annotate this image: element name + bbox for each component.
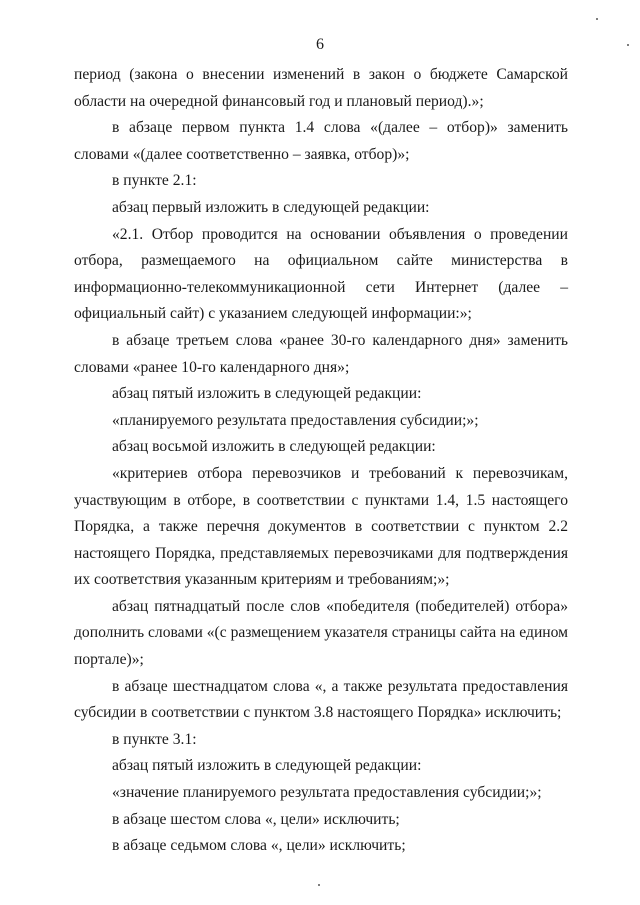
scan-speck: [318, 884, 320, 886]
paragraph: в пункте 3.1:: [112, 730, 197, 748]
paragraph: в абзаце седьмом слова «, цели» исключить;: [112, 837, 406, 855]
paragraph-continuation: период (закона о внесении изменений в закон о бюджете Самарской области на очередной финансовый год и плановый период).»;: [74, 66, 568, 110]
paragraph: абзац пятый изложить в следующей редакции:: [112, 385, 422, 403]
paragraph: абзац первый изложить в следующей редакции:: [112, 198, 430, 216]
scan-speck: [627, 44, 629, 46]
paragraph: в пункте 2.1:: [112, 172, 197, 190]
paragraph: в абзаце шестом слова «, цели» исключить;: [112, 810, 400, 828]
paragraph: «планируемого результата предоставления субсидии;»;: [112, 411, 479, 429]
paragraph: абзац пятый изложить в следующей редакции:: [112, 757, 422, 775]
scan-speck: [596, 18, 598, 20]
paragraph: «значение планируемого результата предоставления субсидии;»;: [112, 784, 542, 802]
paragraph: в абзаце первом пункта 1.4 слова «(далее – отбор)» заменить словами «(далее соответственно – заявка, отбор)»;: [74, 119, 568, 163]
paragraph: абзац восьмой изложить в следующей редакции:: [112, 438, 436, 456]
document-body: [74, 62, 568, 860]
paragraph: абзац пятнадцатый после слов «победителя (победителей) отбора» дополнить словами «(с размещением указателя страницы сайта на едином портале)»;: [74, 597, 568, 669]
paragraph: «2.1. Отбор проводится на основании объявления о проведении отбора, размещаемого на официальном сайте министерства в информационно-телекоммуникационной сети Интернет (далее – официальный сайт) с указанием следующей информации:»;: [74, 225, 568, 323]
paragraph: в абзаце шестнадцатом слова «, а также результата предоставления субсидии в соответствии с пунктом 3.8 настоящего Порядка» исключить;: [74, 677, 568, 722]
paragraph: в абзаце третьем слова «ранее 30-го календарного дня» заменить словами «ранее 10-го календарного дня»;: [74, 331, 568, 376]
paragraph: «критериев отбора перевозчиков и требований к перевозчикам, участвующим в отборе, в соответствии с пунктами 1.4, 1.5 настоящего Порядка, а также перечня документов в соответствии с пунктом 2.2 настоящего Порядка, представляемых перевозчиками для подтверждения их соответствия указанным критериям и требованиям;»;: [74, 464, 568, 589]
page-number: 6: [316, 36, 324, 53]
